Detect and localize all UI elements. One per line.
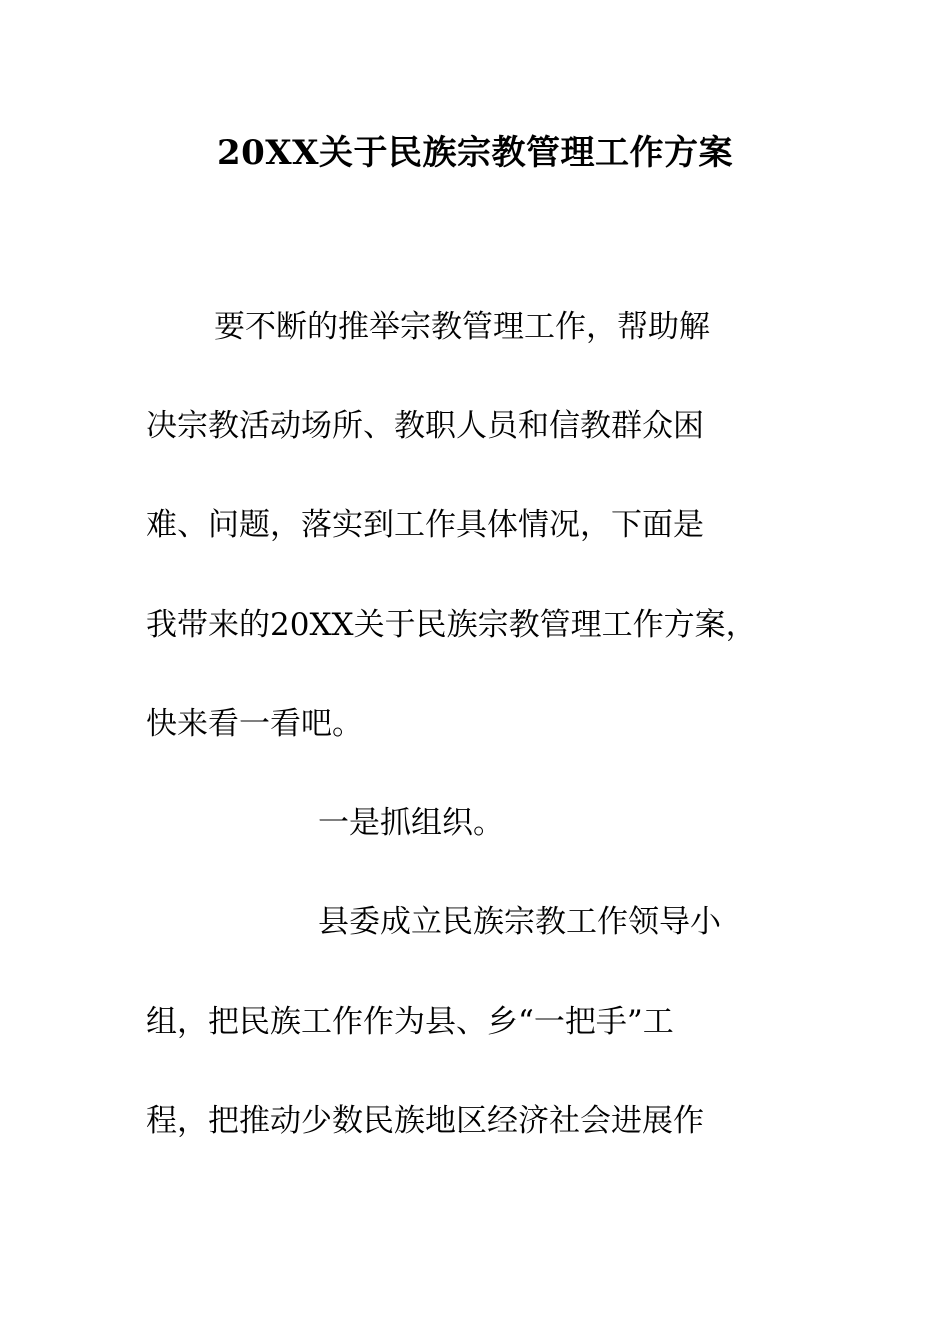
section-heading-line: 一是抓组织。 xyxy=(318,805,504,841)
paragraph-line-2: 决宗教活动场所、教职人员和信教群众困 xyxy=(146,408,704,444)
paragraph-line-6: 县委成立民族宗教工作领导小 xyxy=(318,904,721,940)
paragraph-line-4: 我带来的20XX关于民族宗教管理工作方案， xyxy=(146,607,757,643)
paragraph-line-7: 组，把民族工作作为县、乡“一把手”工 xyxy=(146,1004,674,1040)
paragraph-line-5: 快来看一看吧。 xyxy=(146,706,363,742)
paragraph-line-3: 难、问题，落实到工作具体情况，下面是 xyxy=(146,507,704,543)
document-title: 20XX关于民族宗教管理工作方案 xyxy=(216,133,734,173)
paragraph-line-1: 要不断的推举宗教管理工作，帮助解 xyxy=(214,309,710,345)
paragraph-line-8: 程，把推动少数民族地区经济社会进展作 xyxy=(146,1103,704,1139)
